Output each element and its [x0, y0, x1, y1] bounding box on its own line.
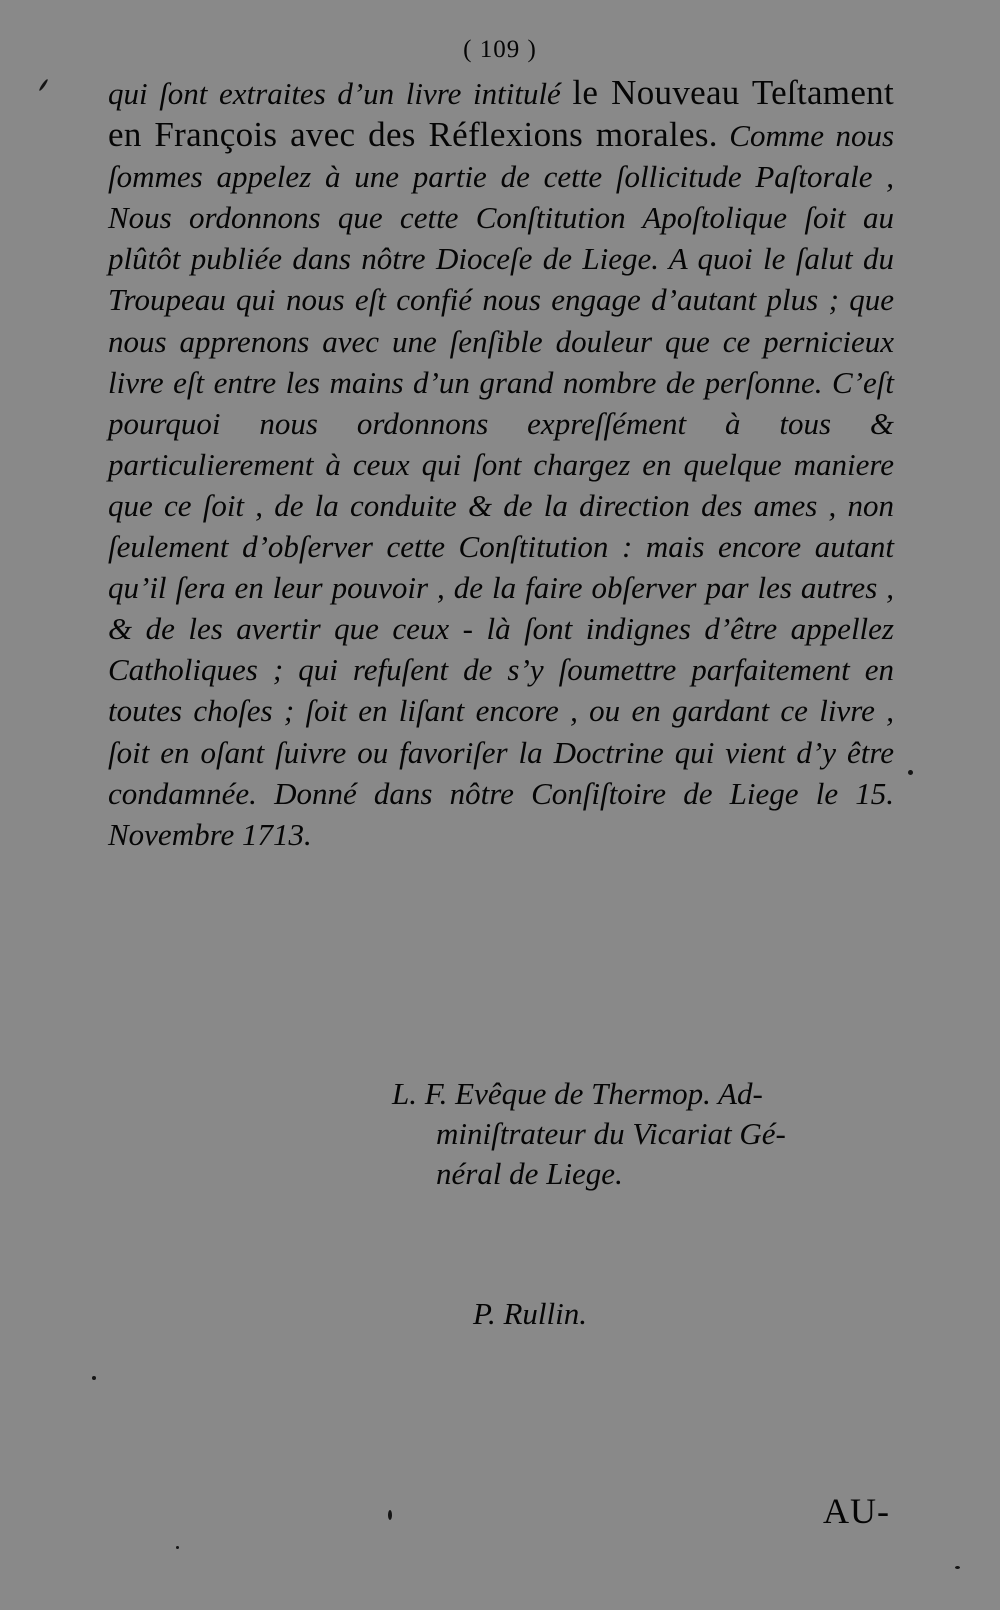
ink-speck	[388, 1510, 392, 1520]
ink-speck	[92, 1376, 96, 1380]
body-text-italic-main: Comme nous ſommes appelez à une partie de cette ſollicitude Paſtorale , Nous ordonnons que cette Conſtitution Apoſtolique ſoit au plûtôt publiée dans nôtre Dioceſe de Liege. A quoi le ſalut du Troupeau qui nous eſt confié nous engage d’autant plus ; que nous apprenons avec une ſenſible douleur que ce pernicieux livre eſt entre les mains d’un grand nombre de perſonne. C’eſt pourquoi nous ordonnons expreſſément à tous & particulierement à ceux qui ſont chargez en quelque maniere que ce ſoit , de la conduite & de la direction des ames , non ſeulement d’obſerver cette Conſtitution : mais encore autant qu’il ſera en leur pouvoir , de la faire obſerver par les autres , & de les avertir que ceux - là ſont indignes d’être appellez Catholiques ; qui refuſent de s’y ſoumettre parfaitement en toutes choſes ; ſoit en liſant encore , ou en gardant ce livre , ſoit en oſant ſuivre ou favoriſer la Doctrine qui vient d’y être condamnée. Donné dans nôtre Conſiſtoire de Liege le 15. Novembre 1713.	[108, 118, 895, 852]
ink-speck	[908, 770, 913, 775]
secretary-signature: P. Rullin.	[473, 1296, 587, 1331]
signature-line-3: néral de Liege.	[436, 1156, 623, 1191]
page-number: ( 109 )	[463, 36, 537, 63]
ink-speck	[955, 1566, 960, 1569]
signature-line-2: miniſtrateur du Vicariat Gé-	[436, 1116, 786, 1151]
body-paragraph	[108, 72, 894, 855]
body-text-italic-intro: qui ſont extraites d’un livre intitulé	[108, 76, 573, 111]
catchword: AU-	[823, 1491, 890, 1531]
signature-line-1: L. F. Evêque de Thermop. Ad-	[392, 1076, 763, 1111]
signature-block	[392, 1074, 902, 1194]
book-title-roman: le Nouveau Teſtament en François avec des Réflexions morales.	[108, 73, 894, 155]
ink-speck	[38, 78, 48, 91]
ink-speck	[176, 1546, 179, 1549]
